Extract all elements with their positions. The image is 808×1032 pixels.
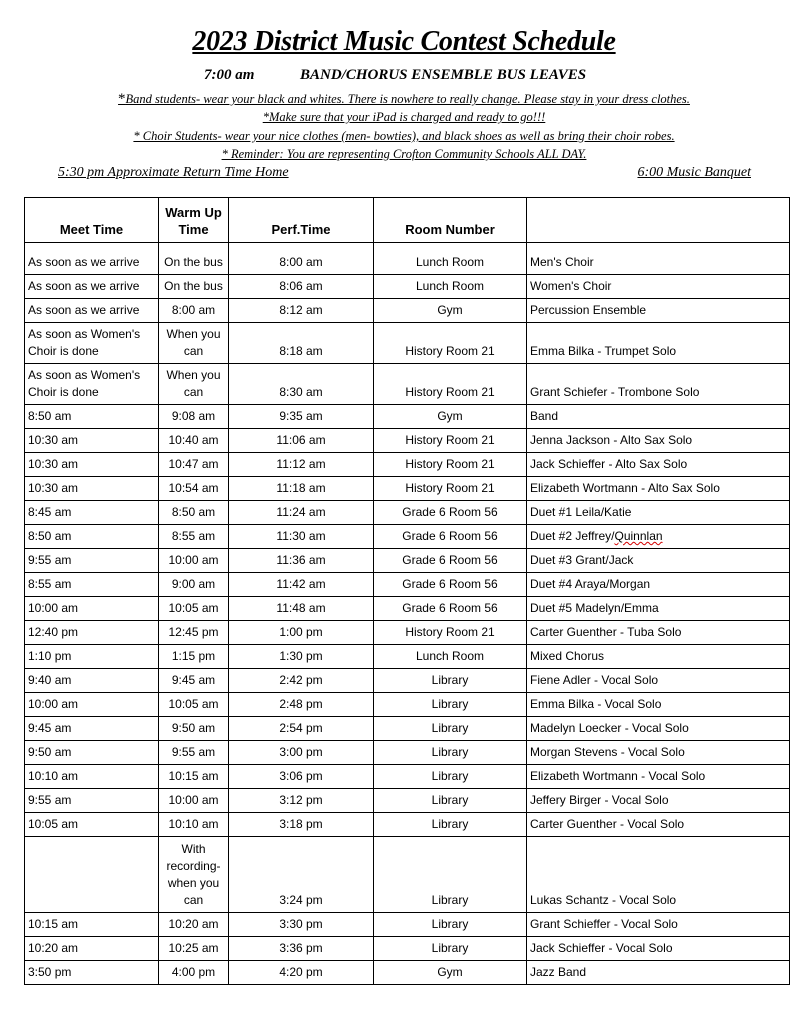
cell-ensemble: Morgan Stevens - Vocal Solo [527, 741, 790, 765]
cell-meet-time [25, 837, 159, 913]
cell-ensemble: Jenna Jackson - Alto Sax Solo [527, 429, 790, 453]
cell-meet-time: 10:20 am [25, 937, 159, 961]
cell-room-number: Library [374, 913, 527, 937]
cell-warm-up-time: 12:45 pm [159, 621, 229, 645]
cell-meet-time: 9:55 am [25, 549, 159, 573]
cell-perf-time: 8:18 am [229, 323, 374, 364]
cell-warm-up-time: 8:00 am [159, 299, 229, 323]
cell-perf-time: 8:06 am [229, 275, 374, 299]
schedule-table [24, 197, 790, 985]
cell-warm-up-time: 10:05 am [159, 597, 229, 621]
cell-warm-up-time: 9:08 am [159, 405, 229, 429]
cell-room-number: Library [374, 937, 527, 961]
cell-room-number: History Room 21 [374, 323, 527, 364]
cell-meet-time: As soon as we arrive [25, 243, 159, 275]
cell-meet-time: As soon as we arrive [25, 299, 159, 323]
cell-meet-time: 10:00 am [25, 693, 159, 717]
cell-room-number: Lunch Room [374, 243, 527, 275]
cell-perf-time: 8:12 am [229, 299, 374, 323]
cell-room-number: History Room 21 [374, 477, 527, 501]
cell-perf-time: 2:42 pm [229, 669, 374, 693]
cell-perf-time: 3:00 pm [229, 741, 374, 765]
table-row [25, 549, 790, 573]
cell-warm-up-time: 10:10 am [159, 813, 229, 837]
cell-perf-time: 3:36 pm [229, 937, 374, 961]
cell-room-number: History Room 21 [374, 364, 527, 405]
table-row [25, 645, 790, 669]
cell-warm-up-time: 9:55 am [159, 741, 229, 765]
cell-ensemble: Carter Guenther - Tuba Solo [527, 621, 790, 645]
cell-warm-up-time: 10:05 am [159, 693, 229, 717]
column-header-room-number: Room Number [374, 198, 527, 243]
cell-perf-time: 11:30 am [229, 525, 374, 549]
cell-ensemble: Duet #4 Araya/Morgan [527, 573, 790, 597]
cell-ensemble: Jeffery Birger - Vocal Solo [527, 789, 790, 813]
cell-room-number: Grade 6 Room 56 [374, 549, 527, 573]
cell-perf-time: 11:06 am [229, 429, 374, 453]
cell-ensemble: Band [527, 405, 790, 429]
cell-perf-time: 11:18 am [229, 477, 374, 501]
cell-meet-time: 10:05 am [25, 813, 159, 837]
cell-room-number: Lunch Room [374, 275, 527, 299]
cell-perf-time: 4:20 pm [229, 961, 374, 985]
column-header-warm-up-time: Warm Up Time [159, 198, 229, 243]
cell-meet-time: 8:50 am [25, 405, 159, 429]
cell-room-number: History Room 21 [374, 453, 527, 477]
cell-meet-time: 9:45 am [25, 717, 159, 741]
cell-perf-time: 3:18 pm [229, 813, 374, 837]
table-row [25, 477, 790, 501]
cell-perf-time: 11:42 am [229, 573, 374, 597]
cell-warm-up-time: 10:20 am [159, 913, 229, 937]
table-row [25, 405, 790, 429]
cell-ensemble: Elizabeth Wortmann - Alto Sax Solo [527, 477, 790, 501]
column-header-meet-time: Meet Time [25, 198, 159, 243]
cell-meet-time: 10:00 am [25, 597, 159, 621]
cell-ensemble: Mixed Chorus [527, 645, 790, 669]
table-row [25, 741, 790, 765]
cell-room-number: Grade 6 Room 56 [374, 525, 527, 549]
cell-perf-time: 11:36 am [229, 549, 374, 573]
cell-warm-up-time: 9:45 am [159, 669, 229, 693]
bus-text: BAND/CHORUS ENSEMBLE BUS LEAVES [300, 67, 587, 83]
music-banquet: 6:00 Music Banquet [637, 165, 751, 180]
cell-meet-time: 12:40 pm [25, 621, 159, 645]
note-choir-dress: * Choir Students- wear your nice clothes (men- bowties), and black shoes as well as bring their choir robes. [133, 129, 675, 143]
cell-meet-time: 10:10 am [25, 765, 159, 789]
note-star: * [118, 91, 126, 107]
cell-warm-up-time: 9:00 am [159, 573, 229, 597]
cell-room-number: Library [374, 837, 527, 913]
cell-warm-up-time: When you can [159, 364, 229, 405]
cell-ensemble: Lukas Schantz - Vocal Solo [527, 837, 790, 913]
cell-warm-up-time: 10:40 am [159, 429, 229, 453]
table-row [25, 937, 790, 961]
cell-meet-time: 8:50 am [25, 525, 159, 549]
cell-room-number: Library [374, 789, 527, 813]
table-row [25, 717, 790, 741]
cell-ensemble: Emma Bilka - Vocal Solo [527, 693, 790, 717]
cell-meet-time: As soon as we arrive [25, 275, 159, 299]
cell-warm-up-time: 8:50 am [159, 501, 229, 525]
cell-perf-time: 1:00 pm [229, 621, 374, 645]
cell-meet-time: 10:30 am [25, 477, 159, 501]
cell-ensemble: Grant Schiefer - Trombone Solo [527, 364, 790, 405]
table-row [25, 837, 790, 913]
cell-room-number: Library [374, 717, 527, 741]
column-header-ensemble [527, 198, 790, 243]
table-row [25, 525, 790, 549]
cell-room-number: Gym [374, 405, 527, 429]
cell-room-number: History Room 21 [374, 429, 527, 453]
cell-perf-time: 11:24 am [229, 501, 374, 525]
note-ipad: *Make sure that your iPad is charged and ready to go!!! [262, 110, 546, 124]
cell-warm-up-time: 9:50 am [159, 717, 229, 741]
cell-room-number: Library [374, 669, 527, 693]
cell-warm-up-time: 10:00 am [159, 549, 229, 573]
spellcheck-flagged-word: Quinnlan [614, 529, 663, 543]
cell-perf-time: 3:24 pm [229, 837, 374, 913]
table-row [25, 669, 790, 693]
page-title: 2023 District Music Contest Schedule [192, 26, 616, 57]
cell-meet-time: As soon as Women's Choir is done [25, 323, 159, 364]
cell-warm-up-time: 8:55 am [159, 525, 229, 549]
cell-perf-time: 3:12 pm [229, 789, 374, 813]
cell-room-number: Gym [374, 299, 527, 323]
table-row [25, 364, 790, 405]
table-row [25, 693, 790, 717]
table-row [25, 453, 790, 477]
cell-ensemble: Men's Choir [527, 243, 790, 275]
cell-perf-time: 2:48 pm [229, 693, 374, 717]
cell-meet-time: 10:30 am [25, 429, 159, 453]
table-row [25, 813, 790, 837]
cell-ensemble: Madelyn Loecker - Vocal Solo [527, 717, 790, 741]
cell-ensemble: Jack Schieffer - Alto Sax Solo [527, 453, 790, 477]
table-row [25, 765, 790, 789]
cell-perf-time: 2:54 pm [229, 717, 374, 741]
table-row [25, 573, 790, 597]
cell-ensemble: Elizabeth Wortmann - Vocal Solo [527, 765, 790, 789]
cell-warm-up-time: 1:15 pm [159, 645, 229, 669]
cell-room-number: Lunch Room [374, 645, 527, 669]
cell-room-number: Grade 6 Room 56 [374, 597, 527, 621]
cell-warm-up-time: With recording- when you can [159, 837, 229, 913]
cell-warm-up-time: On the bus [159, 275, 229, 299]
cell-room-number: Library [374, 813, 527, 837]
cell-ensemble: Emma Bilka - Trumpet Solo [527, 323, 790, 364]
cell-perf-time: 8:00 am [229, 243, 374, 275]
table-row [25, 243, 790, 275]
cell-ensemble: Duet #5 Madelyn/Emma [527, 597, 790, 621]
cell-meet-time: As soon as Women's Choir is done [25, 364, 159, 405]
cell-ensemble: Grant Schieffer - Vocal Solo [527, 913, 790, 937]
ensemble-text: Duet #2 Jeffrey/ [530, 529, 615, 543]
note-band-dress [0, 91, 808, 108]
table-row [25, 961, 790, 985]
cell-warm-up-time: When you can [159, 323, 229, 364]
cell-room-number: Library [374, 765, 527, 789]
schedule-body [25, 243, 790, 985]
table-row [25, 429, 790, 453]
cell-meet-time: 10:30 am [25, 453, 159, 477]
cell-room-number: Library [374, 693, 527, 717]
table-row [25, 501, 790, 525]
cell-ensemble: Jack Schieffer - Vocal Solo [527, 937, 790, 961]
return-time: 5:30 pm Approximate Return Time Home [58, 165, 289, 180]
cell-ensemble: Jazz Band [527, 961, 790, 985]
cell-room-number: Library [374, 741, 527, 765]
cell-warm-up-time: 10:47 am [159, 453, 229, 477]
cell-warm-up-time: 10:54 am [159, 477, 229, 501]
table-row [25, 597, 790, 621]
table-header-row [25, 198, 790, 243]
cell-warm-up-time: 10:15 am [159, 765, 229, 789]
cell-perf-time: 8:30 am [229, 364, 374, 405]
cell-warm-up-time: 10:25 am [159, 937, 229, 961]
table-row [25, 323, 790, 364]
cell-ensemble: Fiene Adler - Vocal Solo [527, 669, 790, 693]
cell-perf-time: 3:30 pm [229, 913, 374, 937]
note-reminder: * Reminder: You are representing Crofton Community Schools ALL DAY. [221, 147, 587, 161]
cell-perf-time: 11:48 am [229, 597, 374, 621]
cell-perf-time: 11:12 am [229, 453, 374, 477]
cell-room-number: Gym [374, 961, 527, 985]
table-row [25, 275, 790, 299]
cell-meet-time: 9:55 am [25, 789, 159, 813]
column-header-perf-time: Perf.Time [229, 198, 374, 243]
cell-meet-time: 3:50 pm [25, 961, 159, 985]
cell-ensemble: Duet #3 Grant/Jack [527, 549, 790, 573]
cell-ensemble: Duet #1 Leila/Katie [527, 501, 790, 525]
cell-ensemble [527, 525, 790, 549]
cell-perf-time: 9:35 am [229, 405, 374, 429]
cell-ensemble: Carter Guenther - Vocal Solo [527, 813, 790, 837]
cell-room-number: History Room 21 [374, 621, 527, 645]
note-band-dress-text: Band students- wear your black and whites. There is nowhere to really change. Please stay in your dress clothes. [125, 92, 690, 106]
table-row [25, 621, 790, 645]
table-row [25, 299, 790, 323]
cell-meet-time: 9:50 am [25, 741, 159, 765]
cell-warm-up-time: 4:00 pm [159, 961, 229, 985]
cell-meet-time: 9:40 am [25, 669, 159, 693]
cell-ensemble: Percussion Ensemble [527, 299, 790, 323]
cell-room-number: Grade 6 Room 56 [374, 501, 527, 525]
bus-time: 7:00 am [204, 67, 255, 83]
cell-room-number: Grade 6 Room 56 [374, 573, 527, 597]
table-row [25, 789, 790, 813]
table-row [25, 913, 790, 937]
cell-meet-time: 10:15 am [25, 913, 159, 937]
cell-perf-time: 3:06 pm [229, 765, 374, 789]
cell-meet-time: 1:10 pm [25, 645, 159, 669]
cell-meet-time: 8:55 am [25, 573, 159, 597]
cell-warm-up-time: On the bus [159, 243, 229, 275]
cell-warm-up-time: 10:00 am [159, 789, 229, 813]
cell-perf-time: 1:30 pm [229, 645, 374, 669]
cell-meet-time: 8:45 am [25, 501, 159, 525]
cell-ensemble: Women's Choir [527, 275, 790, 299]
